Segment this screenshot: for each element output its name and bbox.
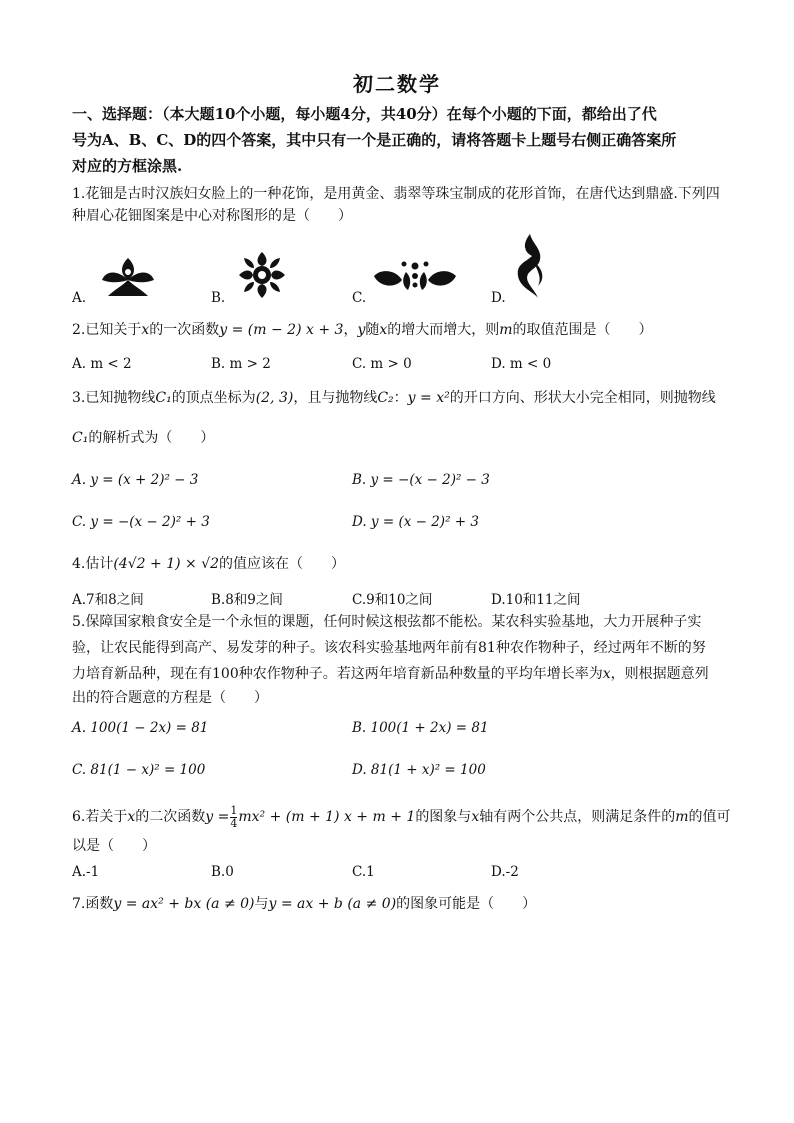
q6-option-b: B.0 (211, 864, 234, 880)
q5-stem-line2: 验，让农民能得到高产、易发芽的种子。该农科实验基地两年前有81种农作物种子，经过两年不断的努 (72, 640, 706, 656)
q4-text: 4.估计 (72, 556, 114, 572)
q5-stem-line1: 5.保障国家粮食安全是一个永恒的课题，任何时候这根弦都不能松。某农科实验基地，大力开展种子实 (72, 614, 702, 630)
q2-text: ， (343, 322, 358, 338)
q3-option-d: D. y = (x − 2)² + 3 (352, 514, 479, 530)
q4-option-a: A.7和8之间 (72, 592, 144, 608)
q6-text: 的图象与 (415, 809, 472, 825)
q7-text: 7.函数 (72, 896, 114, 912)
q3-c1: C₁ (72, 430, 89, 446)
q6-fraction-numerator: 1 (230, 803, 238, 817)
q5-option-c: C. 81(1 − x)² = 100 (72, 762, 206, 778)
q5-option-b: B. 100(1 + 2x) = 81 (352, 720, 489, 736)
huadian-figure-c (372, 258, 458, 294)
q2-text: 的增大而增大，则 (387, 322, 500, 338)
q2-option-b: B. m > 2 (211, 356, 271, 372)
q2-text: 随 (365, 322, 380, 338)
q2-stem (72, 320, 722, 340)
huadian-figure-a (98, 252, 158, 300)
q5-option-a: A. 100(1 − 2x) = 81 (72, 720, 209, 736)
q3-text: ： (393, 390, 408, 406)
q6-text: 6.若关于 (72, 809, 128, 825)
q3-stem-line1 (72, 388, 722, 408)
q2-text: 的取值范围是（ ） (512, 322, 653, 338)
q4-option-c: C.9和10之间 (352, 592, 433, 608)
q6-text: 轴有两个公共点，则满足条件的 (479, 809, 676, 825)
q6-formula-rhs: mx² + (m + 1) x + m + 1 (238, 809, 416, 825)
q3-c1: C₁ (155, 390, 172, 406)
q2-var-m: m (499, 322, 513, 338)
q6-fraction-denominator: 4 (230, 816, 238, 830)
q2-var-x: x (141, 322, 150, 338)
q4-expression: (4√2 + 1) × √2 (113, 556, 220, 572)
q4-option-d: D.10和11之间 (491, 592, 581, 608)
q1-option-a: A. (72, 290, 87, 306)
q2-var-y: y (357, 322, 366, 338)
section-instruction-line1: 一、选择题：（本大题10个小题，每小题4分，共40分）在每个小题的下面，都给出了代 (72, 105, 657, 123)
q2-text: 的一次函数 (149, 322, 220, 338)
q1-option-c: C. (352, 290, 367, 306)
huadian-figure-d (508, 232, 550, 300)
q3-c2: C₂ (377, 390, 394, 406)
page-title: 初二数学 (353, 72, 441, 96)
q6-option-d: D.-2 (491, 864, 519, 880)
q7-stem (72, 894, 722, 914)
q2-option-d: D. m < 0 (491, 356, 552, 372)
q3-text: 的开口方向、形状大小完全相同，则抛物线 (449, 390, 716, 406)
q3-text: ，且与抛物线 (293, 390, 378, 406)
q3-option-a: A. y = (x + 2)² − 3 (72, 472, 199, 488)
q6-text: 的二次函数 (135, 809, 206, 825)
q1-option-d: D. (491, 290, 506, 306)
q3-text: 3.已知抛物线 (72, 390, 156, 406)
q3-text: 的解析式为（ ） (88, 430, 215, 446)
q6-option-a: A.-1 (72, 864, 100, 880)
q4-stem (72, 554, 722, 574)
q6-var-m: m (675, 809, 689, 825)
q3-option-b: B. y = −(x − 2)² − 3 (352, 472, 490, 488)
q5-text: ，则根据题意列 (610, 666, 709, 682)
q6-stem-line2: 以是（ ） (72, 838, 156, 854)
q2-var-x: x (379, 322, 388, 338)
q7-text: 与 (254, 896, 269, 912)
q7-function-1: y = ax² + bx (a ≠ 0) (113, 896, 255, 912)
q2-option-c: C. m > 0 (352, 356, 412, 372)
q1-option-b: B. (211, 290, 226, 306)
q5-stem-line4: 出的符合题意的方程是（ ） (72, 690, 268, 706)
q3-stem-line2 (72, 428, 722, 448)
q7-function-2: y = ax + b (a ≠ 0) (268, 896, 397, 912)
q6-var-x: x (471, 809, 480, 825)
q3-option-c: C. y = −(x − 2)² + 3 (72, 514, 210, 530)
q6-option-c: C.1 (352, 864, 375, 880)
q5-var-x: x (602, 666, 611, 682)
q1-stem-line1: 1.花钿是古时汉族妇女脸上的一种花饰，是用黄金、翡翠等珠宝制成的花形首饰，在唐代达到鼎盛.下列四 (72, 186, 720, 202)
q5-option-d: D. 81(1 + x)² = 100 (352, 762, 486, 778)
q4-text: 的值应该在（ ） (219, 556, 346, 572)
q3-parabola: y = x² (407, 390, 450, 406)
q6-fraction (230, 805, 237, 830)
q5-stem-line3 (72, 664, 722, 684)
q2-text: 2.已知关于 (72, 322, 142, 338)
q6-var-x: x (127, 809, 136, 825)
q5-text: 力培育新品种，现在有100种农作物种子。若这两年培育新品种数量的平均年增长率为 (72, 666, 603, 682)
q6-formula-lhs: y = (205, 809, 230, 825)
q4-option-b: B.8和9之间 (211, 592, 283, 608)
section-instruction-line2: 号为A、B、C、D的四个答案，其中只有一个是正确的，请将答题卡上题号右侧正确答案所 (72, 131, 677, 149)
section-instruction-line3: 对应的方框涂黑. (72, 157, 183, 175)
q1-stem-line2: 种眉心花钿图案是中心对称图形的是（ ） (72, 208, 352, 224)
q6-text: 的值可 (688, 809, 731, 825)
q2-option-a: A. m < 2 (72, 356, 132, 372)
q6-stem-line1 (72, 803, 731, 830)
huadian-figure-b (236, 250, 288, 300)
q7-text: 的图象可能是（ ） (396, 896, 537, 912)
q3-vertex: (2, 3) (255, 390, 294, 406)
q2-formula: y = (m − 2) x + 3 (219, 322, 344, 338)
q3-text: 的顶点坐标为 (171, 390, 256, 406)
